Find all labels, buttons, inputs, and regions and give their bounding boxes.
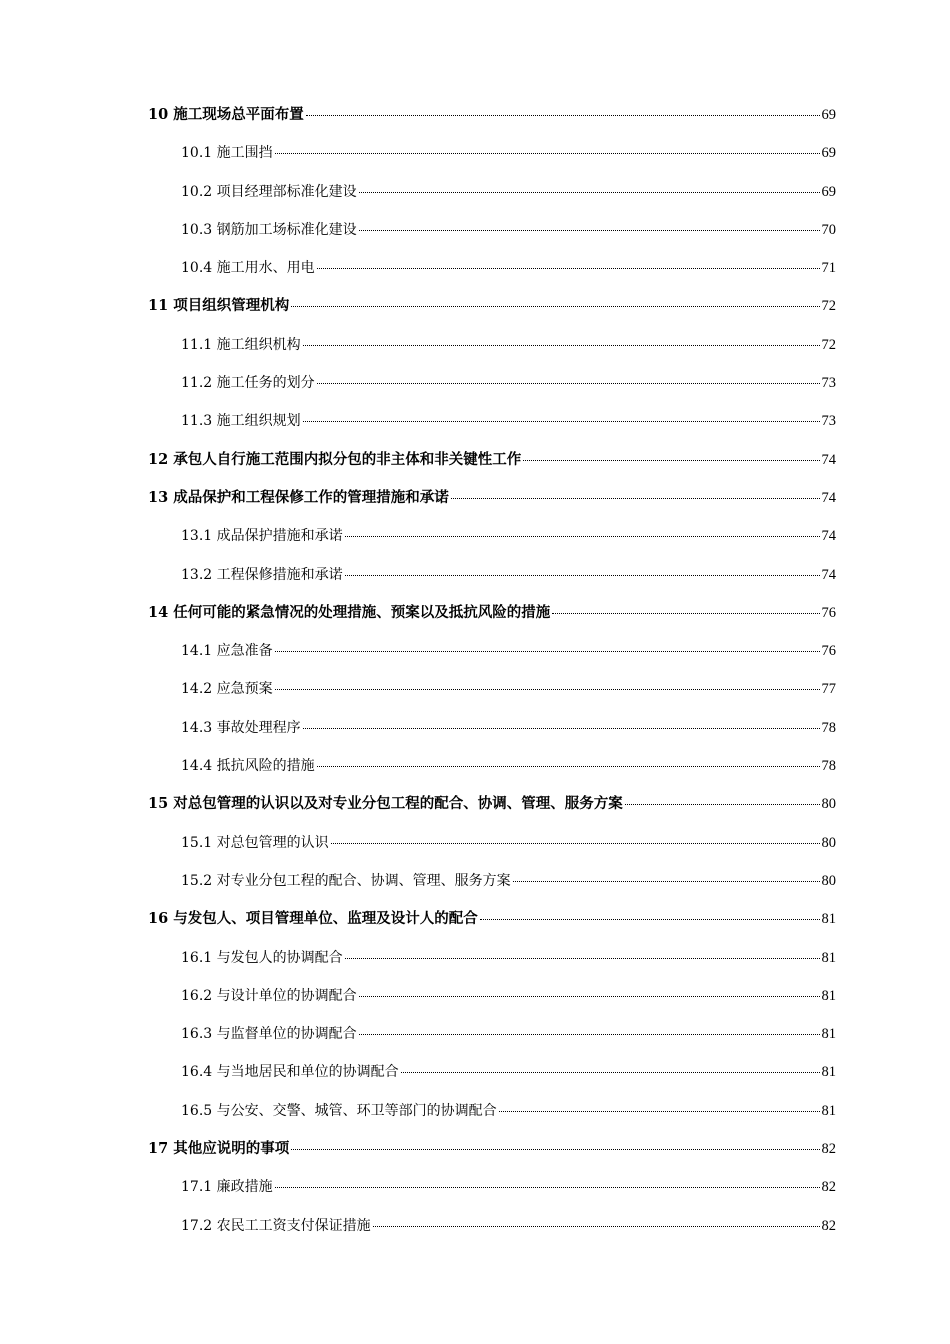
toc-dot-leader xyxy=(303,728,820,729)
toc-entry-title: 17.1 廉政措施 xyxy=(181,1179,273,1196)
toc-chapter-entry[interactable] xyxy=(148,441,836,479)
toc-entry-title: 14 任何可能的紧急情况的处理措施、预案以及抵抗风险的措施 xyxy=(148,603,551,621)
toc-entry-title: 14.1 应急准备 xyxy=(181,643,273,660)
toc-dot-leader xyxy=(275,651,820,652)
toc-page-number: 81 xyxy=(821,949,836,966)
toc-chapter-entry[interactable] xyxy=(148,594,836,632)
toc-section-entry[interactable] xyxy=(148,1168,836,1206)
toc-section-entry[interactable] xyxy=(148,173,836,211)
toc-page-number: 73 xyxy=(821,375,836,392)
toc-page-number: 69 xyxy=(821,107,836,123)
toc-entry-title: 14.4 抵抗风险的措施 xyxy=(181,758,315,775)
toc-page-number: 74 xyxy=(821,489,836,506)
toc-dot-leader xyxy=(401,1072,820,1073)
toc-dot-leader xyxy=(275,1187,820,1188)
toc-entry-title: 16.2 与设计单位的协调配合 xyxy=(181,987,357,1004)
toc-page-number: 81 xyxy=(821,1102,836,1119)
toc-dot-leader xyxy=(303,421,820,422)
toc-dot-leader xyxy=(345,536,820,537)
toc-dot-leader xyxy=(359,996,820,997)
toc-dot-leader xyxy=(275,153,820,154)
toc-section-entry[interactable] xyxy=(148,134,836,172)
toc-dot-leader xyxy=(499,1111,820,1112)
toc-section-entry[interactable] xyxy=(148,1092,836,1130)
toc-page-number: 74 xyxy=(821,566,836,583)
toc-dot-leader xyxy=(303,345,820,346)
toc-entry-title: 17 其他应说明的事项 xyxy=(148,1140,290,1158)
toc-section-entry[interactable] xyxy=(148,977,836,1015)
toc-dot-leader xyxy=(306,115,820,116)
toc-chapter-entry[interactable] xyxy=(148,900,836,938)
toc-entry-title: 10 施工现场总平面布置 xyxy=(148,106,304,123)
toc-section-entry[interactable] xyxy=(148,747,836,785)
toc-page-number: 81 xyxy=(821,1026,836,1043)
toc-page-number: 77 xyxy=(821,681,836,698)
toc-page-number: 81 xyxy=(821,1064,836,1081)
toc-page-number: 72 xyxy=(821,298,836,315)
toc-page-number: 81 xyxy=(821,911,836,928)
toc-section-entry[interactable] xyxy=(148,211,836,249)
toc-page-number: 76 xyxy=(821,604,836,621)
toc-entry-title: 11.1 施工组织机构 xyxy=(181,336,301,353)
toc-entry-title: 16 与发包人、项目管理单位、监理及设计人的配合 xyxy=(148,910,478,928)
toc-entry-title: 14.3 事故处理程序 xyxy=(181,719,301,736)
toc-entry-title: 10.3 钢筋加工场标准化建设 xyxy=(181,221,357,238)
toc-dot-leader xyxy=(513,881,820,882)
toc-chapter-entry[interactable] xyxy=(148,96,836,134)
toc-entry-title: 15 对总包管理的认识以及对专业分包工程的配合、协调、管理、服务方案 xyxy=(148,795,623,813)
toc-page-number: 73 xyxy=(821,413,836,430)
toc-page-number: 81 xyxy=(821,987,836,1004)
toc-entry-title: 17.2 农民工工资支付保证措施 xyxy=(181,1217,371,1234)
toc-page-number: 78 xyxy=(821,758,836,775)
toc-entry-title: 14.2 应急预案 xyxy=(181,681,273,698)
toc-section-entry[interactable] xyxy=(148,824,836,862)
toc-dot-leader xyxy=(275,689,820,690)
toc-dot-leader xyxy=(317,766,820,767)
toc-dot-leader xyxy=(331,843,820,844)
toc-page-number: 82 xyxy=(821,1141,836,1158)
toc-section-entry[interactable] xyxy=(148,632,836,670)
toc-page-number: 80 xyxy=(821,872,836,889)
toc-dot-leader xyxy=(291,1149,819,1150)
toc-dot-leader xyxy=(317,268,820,269)
toc-entry-title: 13.2 工程保修措施和承诺 xyxy=(181,566,343,583)
toc-entry-title: 11.3 施工组织规划 xyxy=(181,413,301,430)
toc-entry-title: 16.4 与当地居民和单位的协调配合 xyxy=(181,1064,399,1081)
table-of-contents xyxy=(148,96,836,1245)
toc-page-number: 76 xyxy=(821,643,836,660)
toc-entry-title: 11 项目组织管理机构 xyxy=(148,297,290,315)
toc-section-entry[interactable] xyxy=(148,1053,836,1091)
toc-entry-title: 16.3 与监督单位的协调配合 xyxy=(181,1026,357,1043)
toc-entry-title: 15.2 对专业分包工程的配合、协调、管理、服务方案 xyxy=(181,872,511,889)
toc-section-entry[interactable] xyxy=(148,670,836,708)
toc-page-number: 71 xyxy=(821,260,836,277)
toc-dot-leader xyxy=(523,460,819,461)
toc-entry-title: 10.1 施工围挡 xyxy=(181,145,273,162)
toc-section-entry[interactable] xyxy=(148,402,836,440)
toc-section-entry[interactable] xyxy=(148,862,836,900)
toc-chapter-entry[interactable] xyxy=(148,785,836,823)
toc-dot-leader xyxy=(345,958,820,959)
toc-dot-leader xyxy=(359,230,820,231)
toc-page-number: 69 xyxy=(821,145,836,162)
toc-section-entry[interactable] xyxy=(148,939,836,977)
toc-dot-leader xyxy=(359,1034,820,1035)
toc-dot-leader xyxy=(359,192,820,193)
toc-page-number: 78 xyxy=(821,719,836,736)
toc-entry-title: 13.1 成品保护措施和承诺 xyxy=(181,528,343,545)
toc-dot-leader xyxy=(373,1226,820,1227)
toc-chapter-entry[interactable] xyxy=(148,287,836,325)
toc-section-entry[interactable] xyxy=(148,249,836,287)
toc-entry-title: 12 承包人自行施工范围内拟分包的非主体和非关键性工作 xyxy=(148,450,522,468)
toc-page-number: 80 xyxy=(821,796,836,813)
toc-dot-leader xyxy=(317,383,820,384)
toc-entry-title: 16.5 与公安、交警、城管、环卫等部门的协调配合 xyxy=(181,1102,497,1119)
toc-section-entry[interactable] xyxy=(148,1015,836,1053)
toc-entry-title: 13 成品保护和工程保修工作的管理措施和承诺 xyxy=(148,488,449,506)
toc-entry-title: 10.2 项目经理部标准化建设 xyxy=(181,183,357,200)
toc-page-number: 74 xyxy=(821,528,836,545)
toc-dot-leader xyxy=(552,613,819,614)
toc-page-number: 72 xyxy=(821,336,836,353)
toc-entry-title: 16.1 与发包人的协调配合 xyxy=(181,949,343,966)
toc-entry-title: 10.4 施工用水、用电 xyxy=(181,260,315,277)
toc-chapter-entry[interactable] xyxy=(148,1130,836,1168)
toc-section-entry[interactable] xyxy=(148,1207,836,1245)
toc-entry-title: 11.2 施工任务的划分 xyxy=(181,375,315,392)
toc-page-number: 70 xyxy=(821,221,836,238)
toc-dot-leader xyxy=(345,575,820,576)
toc-page-number: 74 xyxy=(821,451,836,468)
toc-page-number: 80 xyxy=(821,834,836,851)
toc-section-entry[interactable] xyxy=(148,556,836,594)
toc-page-number: 82 xyxy=(821,1179,836,1196)
toc-section-entry[interactable] xyxy=(148,326,836,364)
toc-section-entry[interactable] xyxy=(148,364,836,402)
toc-entry-title: 15.1 对总包管理的认识 xyxy=(181,834,329,851)
toc-page-number: 69 xyxy=(821,183,836,200)
toc-dot-leader xyxy=(451,498,820,499)
toc-dot-leader xyxy=(480,919,820,920)
toc-section-entry[interactable] xyxy=(148,517,836,555)
toc-dot-leader xyxy=(625,804,820,805)
toc-dot-leader xyxy=(291,306,819,307)
toc-section-entry[interactable] xyxy=(148,709,836,747)
toc-chapter-entry[interactable] xyxy=(148,479,836,517)
toc-page-number: 82 xyxy=(821,1217,836,1234)
